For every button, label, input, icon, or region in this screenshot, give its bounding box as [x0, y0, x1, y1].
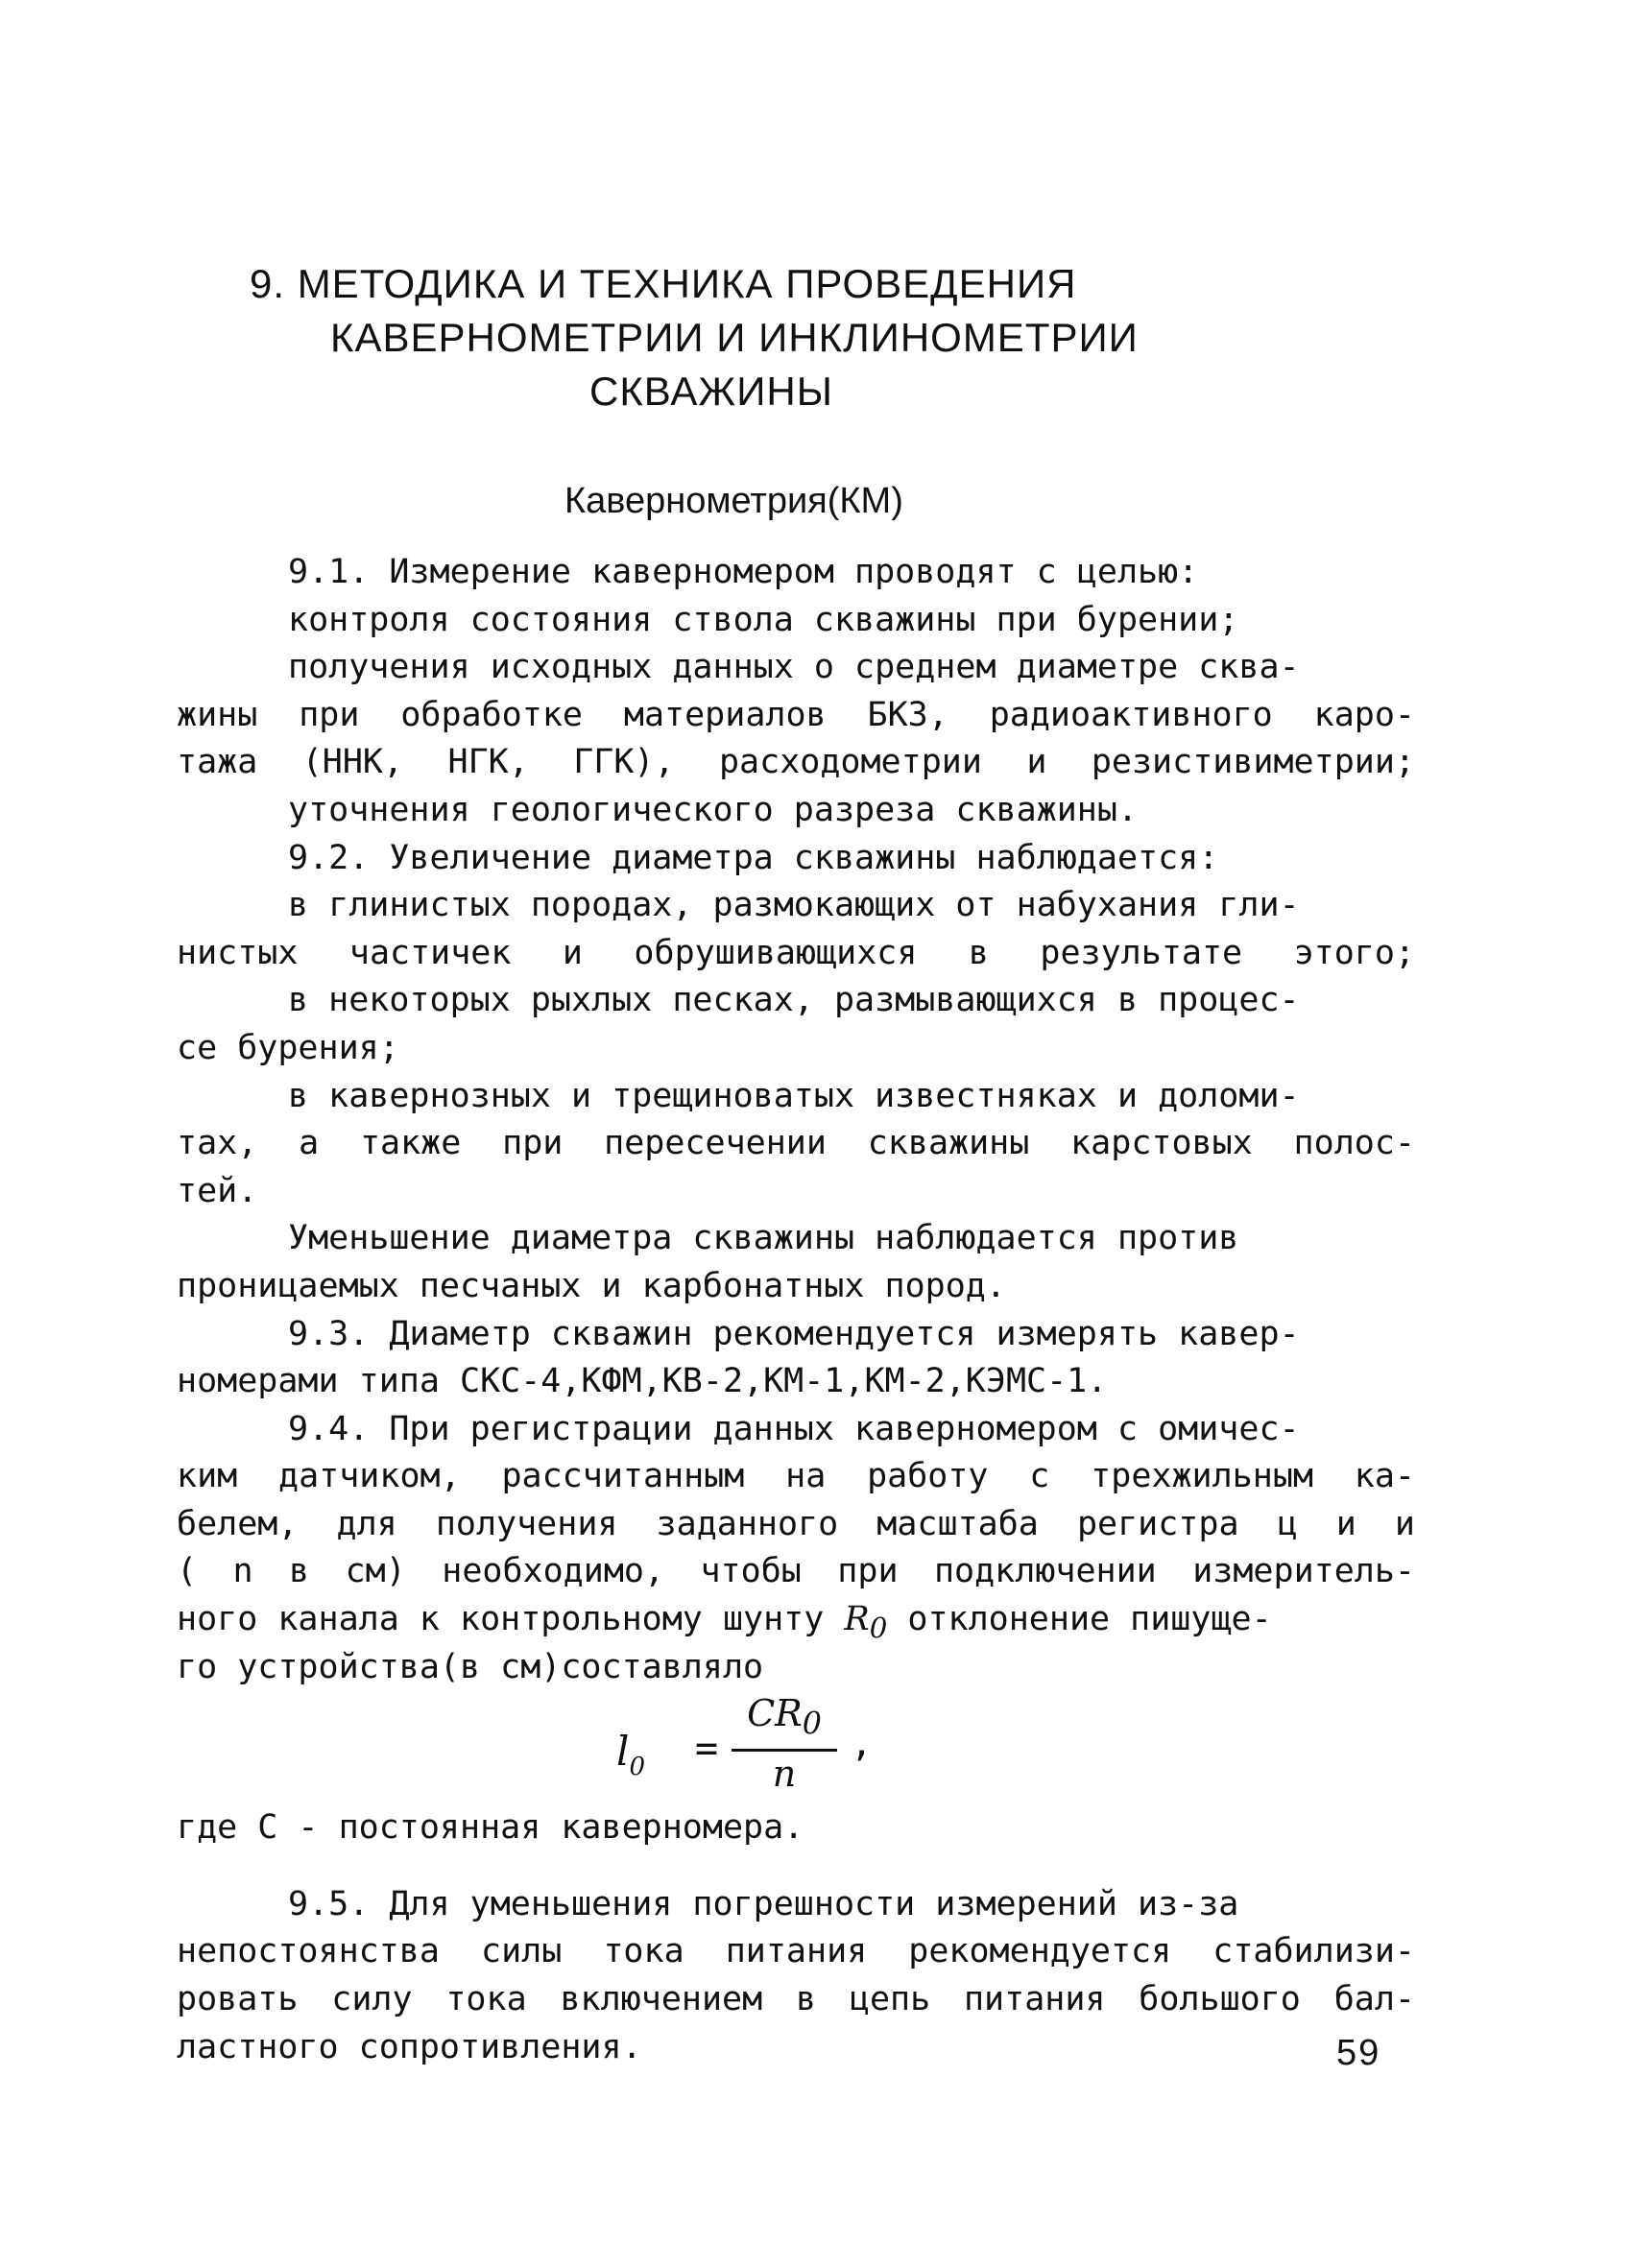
paragraph-line: в некоторых рыхлых песках, размывающихся в процес- — [288, 981, 1300, 1020]
formula-denominator: n — [772, 1752, 797, 1795]
body-text — [177, 549, 1415, 2071]
formula-fraction — [732, 1691, 837, 1796]
shunt-text-before: ного канала к контрольному шунту — [177, 1600, 825, 1639]
shunt-text-after: отклонение пишуще- — [907, 1600, 1272, 1639]
paragraph-line: 9.1. Измерение кавернoмером проводят с целью: — [288, 553, 1199, 591]
paragraph-line: белем, для получения заданного масштаба регистра ц и и — [177, 1504, 1415, 1543]
paragraph-line: 9.4. При регистрации данных каверномером с омичес- — [288, 1409, 1300, 1448]
paragraph-line: ( n в см) необходимо, чтобы при подключении измеритель- — [177, 1552, 1415, 1591]
paragraph-line: 9.5. Для уменьшения погрешности измерений из-за — [288, 1884, 1239, 1923]
chapter-title-line-1: 9. МЕТОДИКА И ТЕХНИКА ПРОВЕДЕНИЯ — [250, 261, 1077, 306]
paragraph-line: номерами типа СКС-4,КФМ,КВ-2,КМ-1,КМ-2,КЭМС-1. — [177, 1362, 1108, 1401]
formula-numerator: $CR_0$ — [732, 1691, 837, 1752]
shunt-symbol: $R_0$ — [844, 1600, 888, 1645]
formula-lhs: $l_0$ — [616, 1728, 645, 1782]
paragraph-line: жины при обработке материалов БКЗ, радиоактивного каро- — [177, 695, 1415, 734]
paragraph-line: нистых частичек и обрушивающихся в результате этого; — [177, 933, 1415, 972]
paragraph-line: в кавернозных и трещиноватых известняках и доломи- — [288, 1076, 1300, 1115]
formula — [177, 1691, 1415, 1804]
paragraph-line: уточнения геологического разреза скважины. — [288, 790, 1139, 829]
paragraph-line: проницаемых песчаных и карбонатных пород. — [177, 1266, 1006, 1305]
formula-equals: = — [695, 1727, 719, 1772]
section-title: Кавернометрия(КМ) — [564, 481, 903, 521]
paragraph-line: 9.3. Диаметр скважин рекомендуется измерять кавер- — [288, 1314, 1300, 1353]
chapter-title — [250, 257, 1286, 418]
paragraph-line: 9.2. Увеличение диаметра скважины наблюдается: — [288, 838, 1219, 877]
paragraph-line: ластного сопротивления. — [177, 2027, 642, 2066]
paragraph-line: в глинистых породах, размокающих от набухания гли- — [288, 886, 1300, 925]
paragraph-line: ровать силу тока включением в цепь питания большого бал- — [177, 1980, 1415, 2019]
paragraph-line: се бурения; — [177, 1028, 399, 1067]
paragraph-line-shunt — [177, 1596, 1415, 1644]
formula-comma: , — [851, 1722, 873, 1765]
paragraph-gap — [177, 1852, 1415, 1881]
chapter-title-line-3: СКВАЖИНЫ — [589, 369, 833, 414]
page-number: 59 — [1336, 2033, 1381, 2073]
paragraph-line: непостоянства силы тока питания рекомендуется стабилизи- — [177, 1932, 1415, 1971]
paragraph-line: где С - постоянная каверномера. — [177, 1808, 804, 1848]
paragraph-line: получения исходных данных о среднем диаметре сква- — [288, 648, 1300, 687]
paragraph-line: тажа (ННК, НГК, ГГК), расходометрии и резистивиметрии; — [177, 743, 1415, 782]
paragraph-line: контроля состояния ствола скважины при бурении; — [288, 600, 1239, 639]
paragraph-line: тах, а также при пересечении скважины карстовых полос- — [177, 1124, 1415, 1163]
paragraph-line: Уменьшение диаметра скважины наблюдается против — [288, 1219, 1239, 1258]
paragraph-line: ким датчиком, рассчитанным на работу с трехжильным ка- — [177, 1457, 1415, 1496]
paragraph-line: тей. — [177, 1171, 258, 1210]
chapter-title-line-2: КАВЕРНОМЕТРИИ И ИНКЛИНОМЕТРИИ — [330, 315, 1139, 360]
paragraph-line: го устройства(в см)составляло — [177, 1647, 764, 1686]
